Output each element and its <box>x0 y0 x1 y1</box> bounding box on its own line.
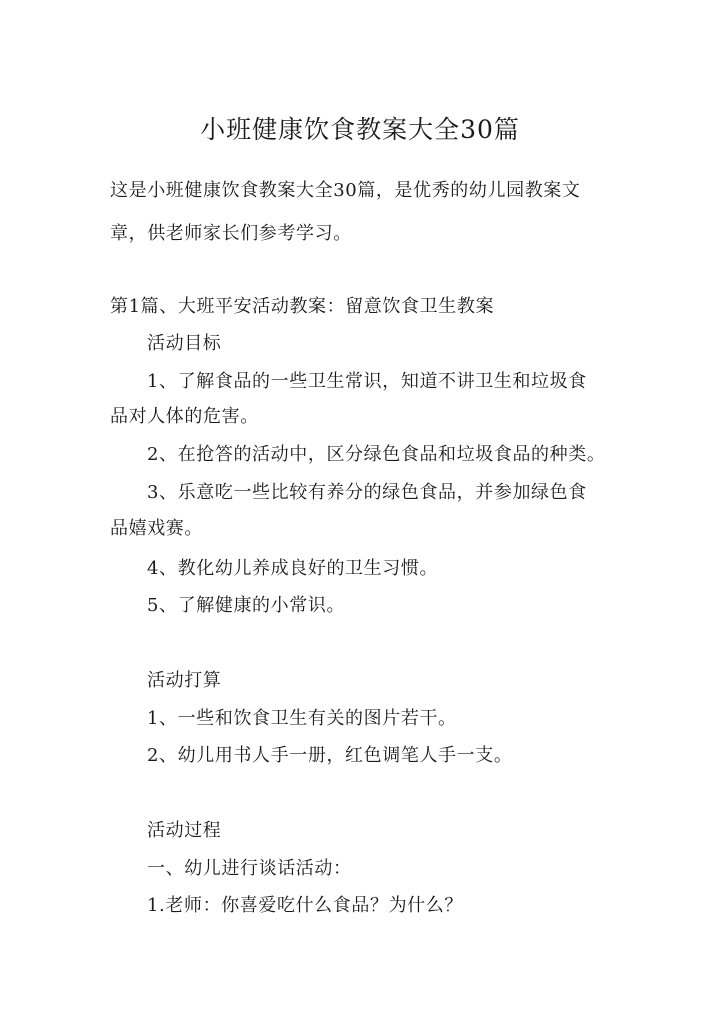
goal-item-3-line-1: 3、乐意吃一些比较有养分的绿色食品，并参加绿色食 <box>147 482 587 503</box>
process-step-1: 一、幼儿进行谈话活动： <box>147 858 352 879</box>
prep-item-1: 1、一些和饮食卫生有关的图片若干。 <box>147 708 457 729</box>
goal-item-4: 4、教化幼儿养成良好的卫生习惯。 <box>147 558 439 579</box>
goal-item-1-line-2: 品对人体的危害。 <box>110 406 259 427</box>
process-heading: 活动过程 <box>147 820 222 841</box>
goal-item-5: 5、了解健康的小常识。 <box>147 595 346 616</box>
document-title: 小班健康饮食教案大全30篇 <box>200 115 520 144</box>
goal-item-2: 2、在抢答的活动中，区分绿色食品和垃圾食品的种类。 <box>147 444 606 465</box>
prep-heading: 活动打算 <box>147 670 222 691</box>
chapter-heading: 第1篇、大班平安活动教案：留意饮食卫生教案 <box>110 296 495 317</box>
process-question-1: 1.老师：你喜爱吃什么食品？为什么？ <box>147 895 463 916</box>
prep-item-2: 2、幼儿用书人手一册，红色调笔人手一支。 <box>147 745 513 766</box>
goal-item-3-line-2: 品嬉戏赛。 <box>110 518 203 539</box>
goal-item-1-line-1: 1、了解食品的一些卫生常识，知道不讲卫生和垃圾食 <box>147 371 587 392</box>
intro-line-2: 章，供老师家长们参考学习。 <box>110 223 352 244</box>
goals-heading: 活动目标 <box>147 333 222 354</box>
intro-line-1: 这是小班健康饮食教案大全30篇，是优秀的幼儿园教案文 <box>110 180 581 201</box>
